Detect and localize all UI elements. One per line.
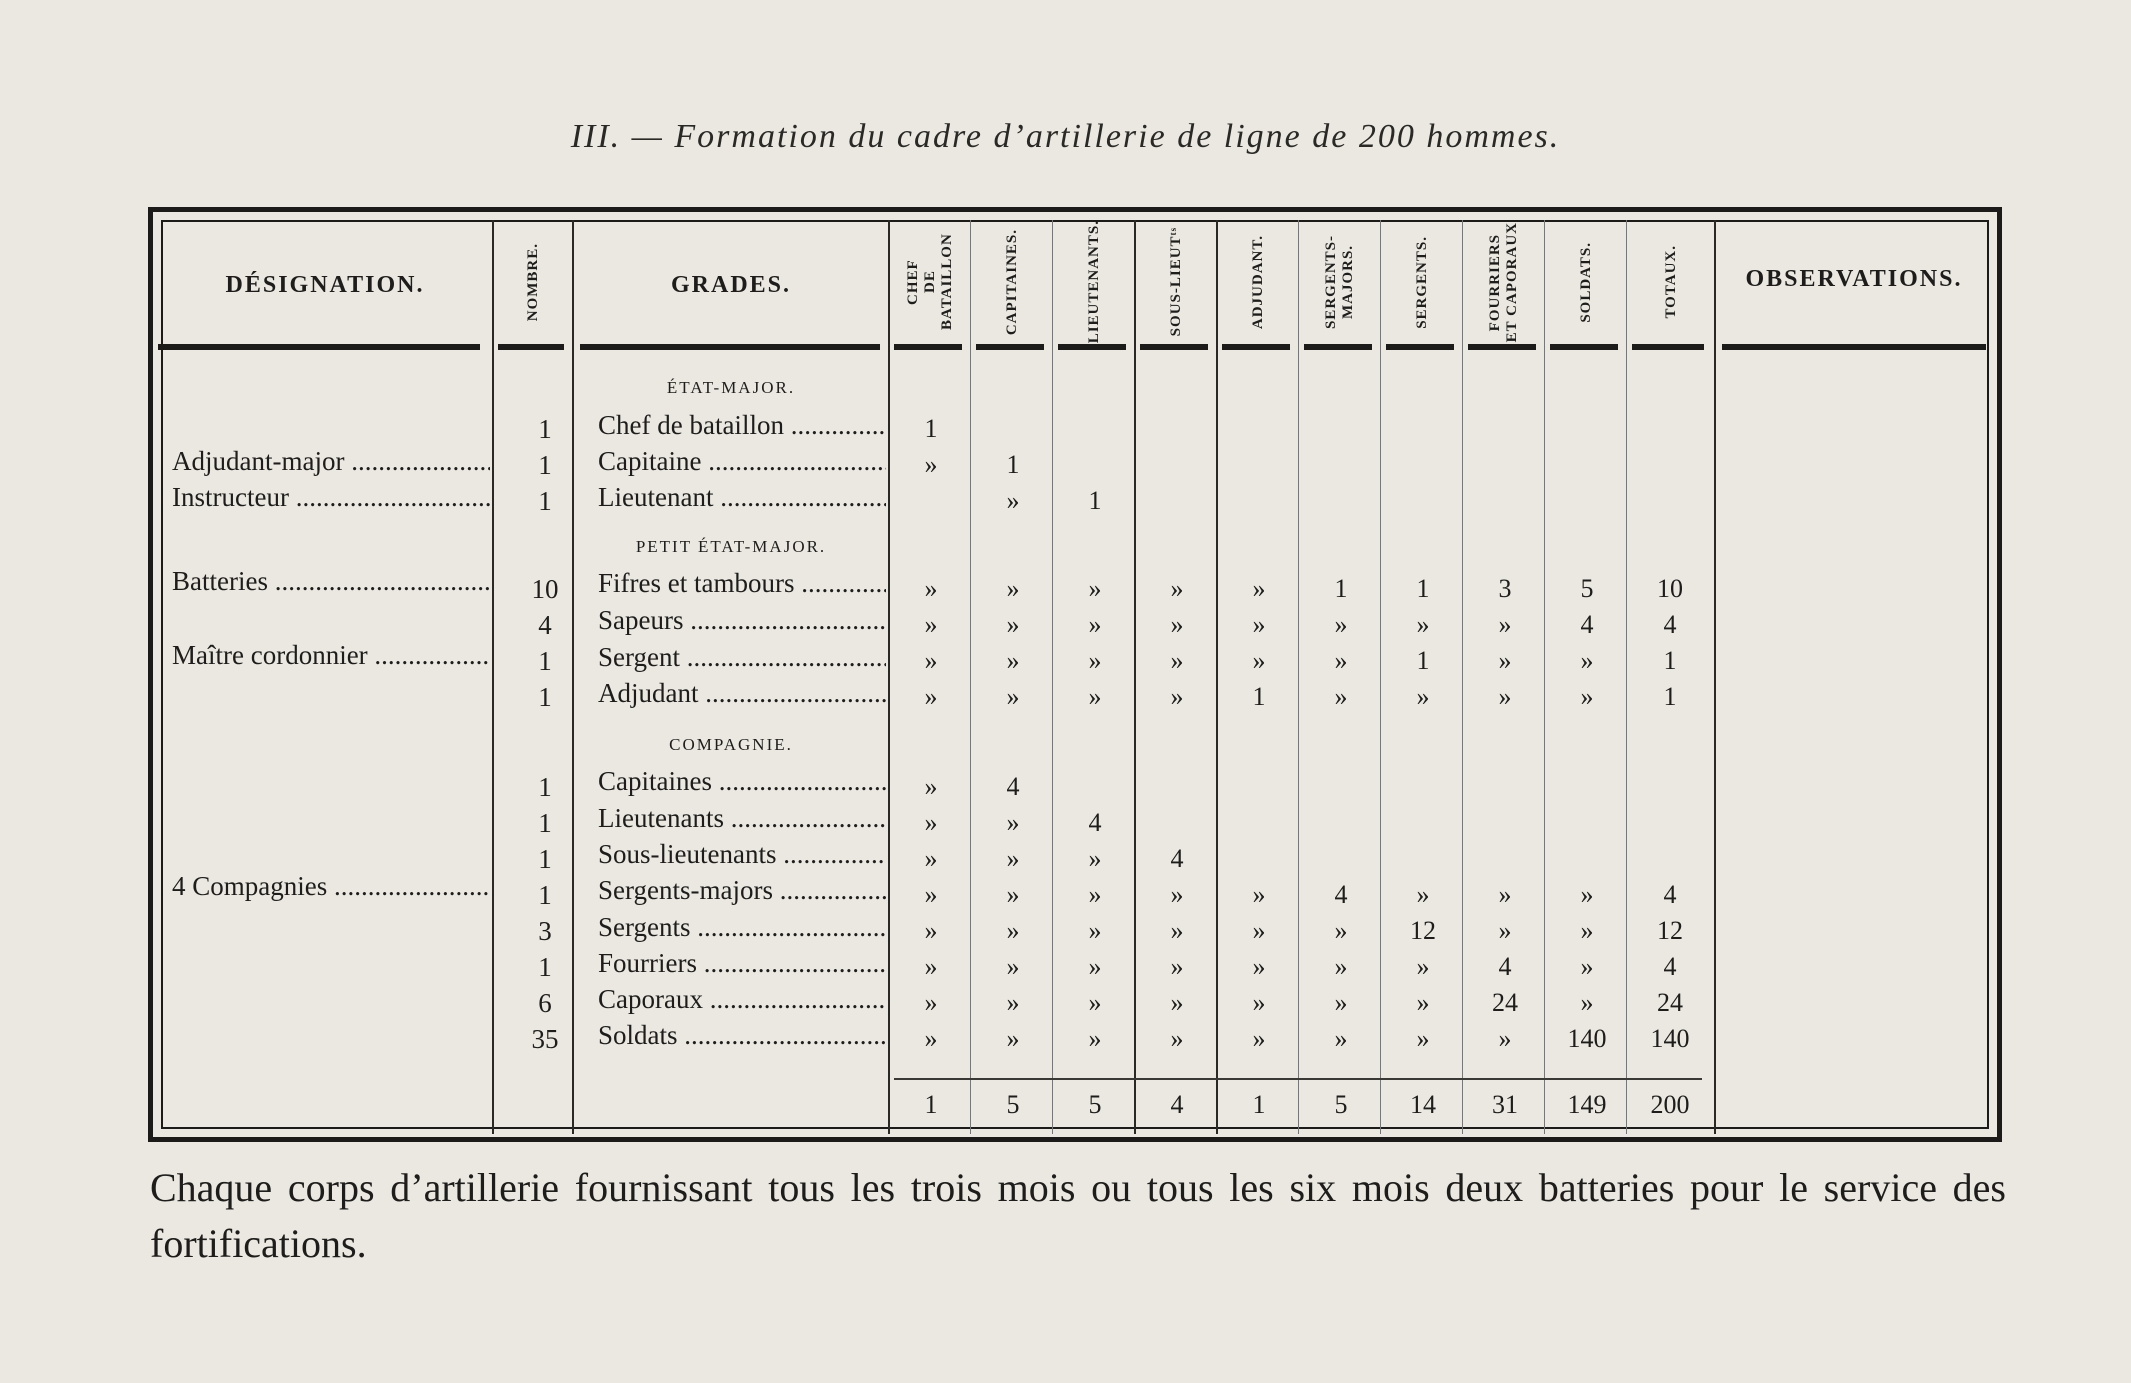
cell-capitaines: » <box>1006 574 1020 603</box>
cell-capitaines: » <box>1006 646 1020 675</box>
total-fourriers-caporaux: 31 <box>1492 1090 1518 1119</box>
cell-chef: » <box>924 682 938 711</box>
cell-totaux: 24 <box>1657 988 1683 1017</box>
cell-lieutenants: » <box>1088 880 1102 909</box>
row-nombre: 6 <box>538 988 552 1018</box>
table-title: III. — Formation du cadre d’artillerie de ligne de 200 hommes. <box>570 118 1561 155</box>
cell-soldats: » <box>1580 988 1594 1017</box>
total-sergents: 14 <box>1410 1090 1436 1119</box>
cell-lieutenants: » <box>1088 916 1102 945</box>
cell-sous-lieut: » <box>1170 1024 1184 1053</box>
total-soldats: 149 <box>1567 1090 1607 1119</box>
total-chef: 1 <box>924 1090 938 1119</box>
row-nombre: 1 <box>538 486 552 516</box>
designation-batteries: Batteries ..... <box>172 566 490 597</box>
cell-capitaines: 4 <box>1006 772 1020 801</box>
row-nombre: 4 <box>538 610 552 640</box>
row-nombre: 1 <box>538 772 552 802</box>
cell-capitaines: » <box>1006 952 1020 981</box>
row-nombre: 1 <box>538 808 552 838</box>
cell-lieutenants: » <box>1088 574 1102 603</box>
cell-sergents: 1 <box>1416 574 1430 603</box>
row-grade: Lieutenant ..... <box>598 482 886 513</box>
cell-totaux: 1 <box>1663 682 1677 711</box>
row-nombre: 1 <box>538 646 552 676</box>
row-nombre: 1 <box>538 450 552 480</box>
cell-sous-lieut: 4 <box>1170 844 1184 873</box>
cell-sergents-majors: » <box>1334 952 1348 981</box>
cell-capitaines: 1 <box>1006 450 1020 479</box>
header-totaux: TOTAUX. <box>1662 245 1679 319</box>
cell-capitaines: » <box>1006 610 1020 639</box>
cell-chef: » <box>924 1024 938 1053</box>
cell-sergents-majors: 1 <box>1334 574 1348 603</box>
header-rule-nombre <box>498 344 564 350</box>
row-grade: Sergents ..... <box>598 912 886 943</box>
cell-chef: 1 <box>924 414 938 443</box>
cell-sergents: 12 <box>1410 916 1436 945</box>
row-nombre: 1 <box>538 414 552 444</box>
cell-lieutenants: » <box>1088 952 1102 981</box>
cell-adjudant: » <box>1252 1024 1266 1053</box>
designation-adjudant-major: Adjudant-major ..... <box>172 446 490 477</box>
cell-lieutenants: 1 <box>1088 486 1102 515</box>
cell-capitaines: » <box>1006 880 1020 909</box>
cell-capitaines: » <box>1006 486 1020 515</box>
cell-adjudant: » <box>1252 916 1266 945</box>
cell-chef: » <box>924 610 938 639</box>
cell-adjudant: 1 <box>1252 682 1266 711</box>
cell-sergents: » <box>1416 1024 1430 1053</box>
cell-capitaines: » <box>1006 916 1020 945</box>
cell-soldats: » <box>1580 682 1594 711</box>
cell-soldats: » <box>1580 646 1594 675</box>
cell-lieutenants: » <box>1088 646 1102 675</box>
header-rule-chef <box>894 344 962 350</box>
total-lieutenants: 5 <box>1088 1090 1102 1119</box>
cell-sergents: » <box>1416 682 1430 711</box>
cell-totaux: 4 <box>1663 952 1677 981</box>
cell-sous-lieut: » <box>1170 952 1184 981</box>
cell-sergents: » <box>1416 610 1430 639</box>
header-nombre: NOMBRE. <box>524 242 541 322</box>
cell-fourriers-caporaux: 4 <box>1498 952 1512 981</box>
cell-chef: » <box>924 952 938 981</box>
cell-lieutenants: » <box>1088 610 1102 639</box>
row-grade: Capitaine ..... <box>598 446 886 477</box>
cell-fourriers-caporaux: » <box>1498 682 1512 711</box>
cell-capitaines: » <box>1006 808 1020 837</box>
header-rule-grades <box>580 344 880 350</box>
cell-soldats: » <box>1580 880 1594 909</box>
cell-totaux: 140 <box>1650 1024 1690 1053</box>
cell-fourriers-caporaux: » <box>1498 880 1512 909</box>
cell-sergents-majors: » <box>1334 988 1348 1017</box>
cell-capitaines: » <box>1006 988 1020 1017</box>
row-nombre: 1 <box>538 844 552 874</box>
totals-rule <box>894 1078 1702 1080</box>
cell-adjudant: » <box>1252 880 1266 909</box>
cell-sergents-majors: » <box>1334 610 1348 639</box>
row-nombre: 10 <box>531 574 559 604</box>
cell-sous-lieut: » <box>1170 646 1184 675</box>
cell-chef: » <box>924 808 938 837</box>
cell-totaux: 4 <box>1663 610 1677 639</box>
header-rule-observations <box>1722 344 1986 350</box>
cell-capitaines: » <box>1006 1024 1020 1053</box>
cell-fourriers-caporaux: » <box>1498 1024 1512 1053</box>
total-totaux: 200 <box>1650 1090 1690 1119</box>
cell-chef: » <box>924 646 938 675</box>
header-soldats: SOLDATS. <box>1577 241 1594 323</box>
row-nombre: 1 <box>538 880 552 910</box>
row-grade: Sergents-majors ..... <box>598 875 886 906</box>
cell-capitaines: » <box>1006 844 1020 873</box>
row-grade: Sergent ..... <box>598 642 886 673</box>
header-rule-capitaines <box>976 344 1044 350</box>
row-grade: Fourriers ..... <box>598 948 886 979</box>
cell-chef: » <box>924 844 938 873</box>
cell-capitaines: » <box>1006 682 1020 711</box>
header-rule-lieutenants <box>1058 344 1126 350</box>
cell-sous-lieut: » <box>1170 682 1184 711</box>
cell-totaux: 1 <box>1663 646 1677 675</box>
cell-lieutenants: » <box>1088 988 1102 1017</box>
cell-sous-lieut: » <box>1170 988 1184 1017</box>
row-grade: Sous-lieutenants ..... <box>598 839 886 870</box>
row-nombre: 1 <box>538 682 552 712</box>
header-capitaines: CAPITAINES. <box>1003 228 1020 336</box>
header-adjudant: ADJUDANT. <box>1249 234 1266 330</box>
cell-lieutenants: » <box>1088 682 1102 711</box>
row-grade: Chef de bataillon ..... <box>598 410 886 441</box>
cell-chef: » <box>924 916 938 945</box>
row-grade: Caporaux ..... <box>598 984 886 1015</box>
cell-chef: » <box>924 988 938 1017</box>
header-rule-adjudant <box>1222 344 1290 350</box>
footer-paragraph: Chaque corps d’artillerie fournissant tous les trois mois ou tous les six mois deux batteries pour le service des fortifications. <box>150 1165 2006 1266</box>
cell-fourriers-caporaux: » <box>1498 916 1512 945</box>
header-rule-totaux <box>1632 344 1704 350</box>
cell-chef: » <box>924 772 938 801</box>
col-divider-totaux <box>1714 220 1716 1134</box>
row-nombre: 3 <box>538 916 552 946</box>
header-sergents-majors: SERGENTS- MAJORS. <box>1323 234 1356 330</box>
col-divider-grades <box>888 220 890 1134</box>
cell-adjudant: » <box>1252 952 1266 981</box>
header-rule-sergents-majors <box>1304 344 1372 350</box>
designation-compagnies: 4 Compagnies ..... <box>172 871 490 902</box>
cell-sergents: » <box>1416 880 1430 909</box>
cell-totaux: 10 <box>1657 574 1683 603</box>
row-grade: Soldats ..... <box>598 1020 886 1051</box>
header-rule-sergents <box>1386 344 1454 350</box>
cell-chef: » <box>924 574 938 603</box>
row-grade: Lieutenants ..... <box>598 803 886 834</box>
cell-fourriers-caporaux: 3 <box>1498 574 1512 603</box>
section-petit-etat-major: PETIT ÉTAT-MAJOR. <box>635 537 827 556</box>
total-sergents-majors: 5 <box>1334 1090 1348 1119</box>
cell-sous-lieut: » <box>1170 916 1184 945</box>
cell-adjudant: » <box>1252 610 1266 639</box>
header-sous-lieutenants: SOUS-LIEUTᵗˢ <box>1167 227 1184 337</box>
header-rule-sous-lieut <box>1140 344 1208 350</box>
row-grade: Capitaines ..... <box>598 766 886 797</box>
cell-chef: » <box>924 450 938 479</box>
cell-sergents-majors: » <box>1334 1024 1348 1053</box>
header-rule-designation <box>158 344 480 350</box>
row-grade: Adjudant ..... <box>598 678 886 709</box>
header-rule-fourriers <box>1468 344 1536 350</box>
cell-fourriers-caporaux: » <box>1498 646 1512 675</box>
header-lieutenants: LIEUTENANTS. <box>1085 220 1102 344</box>
header-fourriers-caporaux: FOURRIERS ET CAPORAUX <box>1487 221 1520 343</box>
cell-sergents-majors: 4 <box>1334 880 1348 909</box>
cell-soldats: 140 <box>1567 1024 1607 1053</box>
cell-sergents-majors: » <box>1334 916 1348 945</box>
cell-fourriers-caporaux: » <box>1498 610 1512 639</box>
cell-totaux: 4 <box>1663 880 1677 909</box>
designation-maitre-cordonnier: Maître cordonnier ..... <box>172 640 490 671</box>
header-grades: GRADES. <box>670 272 792 298</box>
cell-sergents: 1 <box>1416 646 1430 675</box>
header-observations: OBSERVATIONS. <box>1745 266 1963 292</box>
cell-sous-lieut: » <box>1170 574 1184 603</box>
cell-soldats: 5 <box>1580 574 1594 603</box>
cell-lieutenants: » <box>1088 844 1102 873</box>
cell-sergents: » <box>1416 952 1430 981</box>
cell-adjudant: » <box>1252 988 1266 1017</box>
total-capitaines: 5 <box>1006 1090 1020 1119</box>
cell-chef: » <box>924 880 938 909</box>
cell-sergents-majors: » <box>1334 682 1348 711</box>
cell-lieutenants: » <box>1088 1024 1102 1053</box>
section-compagnie: COMPAGNIE. <box>669 735 793 754</box>
header-sergents: SERGENTS. <box>1413 235 1430 329</box>
cell-sergents: » <box>1416 988 1430 1017</box>
cell-sergents-majors: » <box>1334 646 1348 675</box>
cell-totaux: 12 <box>1657 916 1683 945</box>
cell-soldats: » <box>1580 952 1594 981</box>
cell-adjudant: » <box>1252 574 1266 603</box>
header-rule-soldats <box>1550 344 1618 350</box>
row-grade: Sapeurs ..... <box>598 605 886 636</box>
row-nombre: 1 <box>538 952 552 982</box>
section-etat-major: ÉTAT-MAJOR. <box>666 378 796 397</box>
cell-soldats: » <box>1580 916 1594 945</box>
total-sous-lieut: 4 <box>1170 1090 1184 1119</box>
row-grade: Fifres et tambours ..... <box>598 568 886 599</box>
col-divider-designation <box>492 220 494 1134</box>
cell-fourriers-caporaux: 24 <box>1492 988 1518 1017</box>
row-nombre: 35 <box>531 1024 559 1054</box>
cell-sous-lieut: » <box>1170 880 1184 909</box>
cell-lieutenants: 4 <box>1088 808 1102 837</box>
cell-adjudant: » <box>1252 646 1266 675</box>
header-chef-de-bataillon: CHEF DE BATAILLON <box>904 233 955 331</box>
header-designation: DÉSIGNATION. <box>225 272 425 298</box>
cell-sous-lieut: » <box>1170 610 1184 639</box>
designation-instructeur: Instructeur ..... <box>172 482 490 513</box>
total-adjudant: 1 <box>1252 1090 1266 1119</box>
cell-soldats: 4 <box>1580 610 1594 639</box>
